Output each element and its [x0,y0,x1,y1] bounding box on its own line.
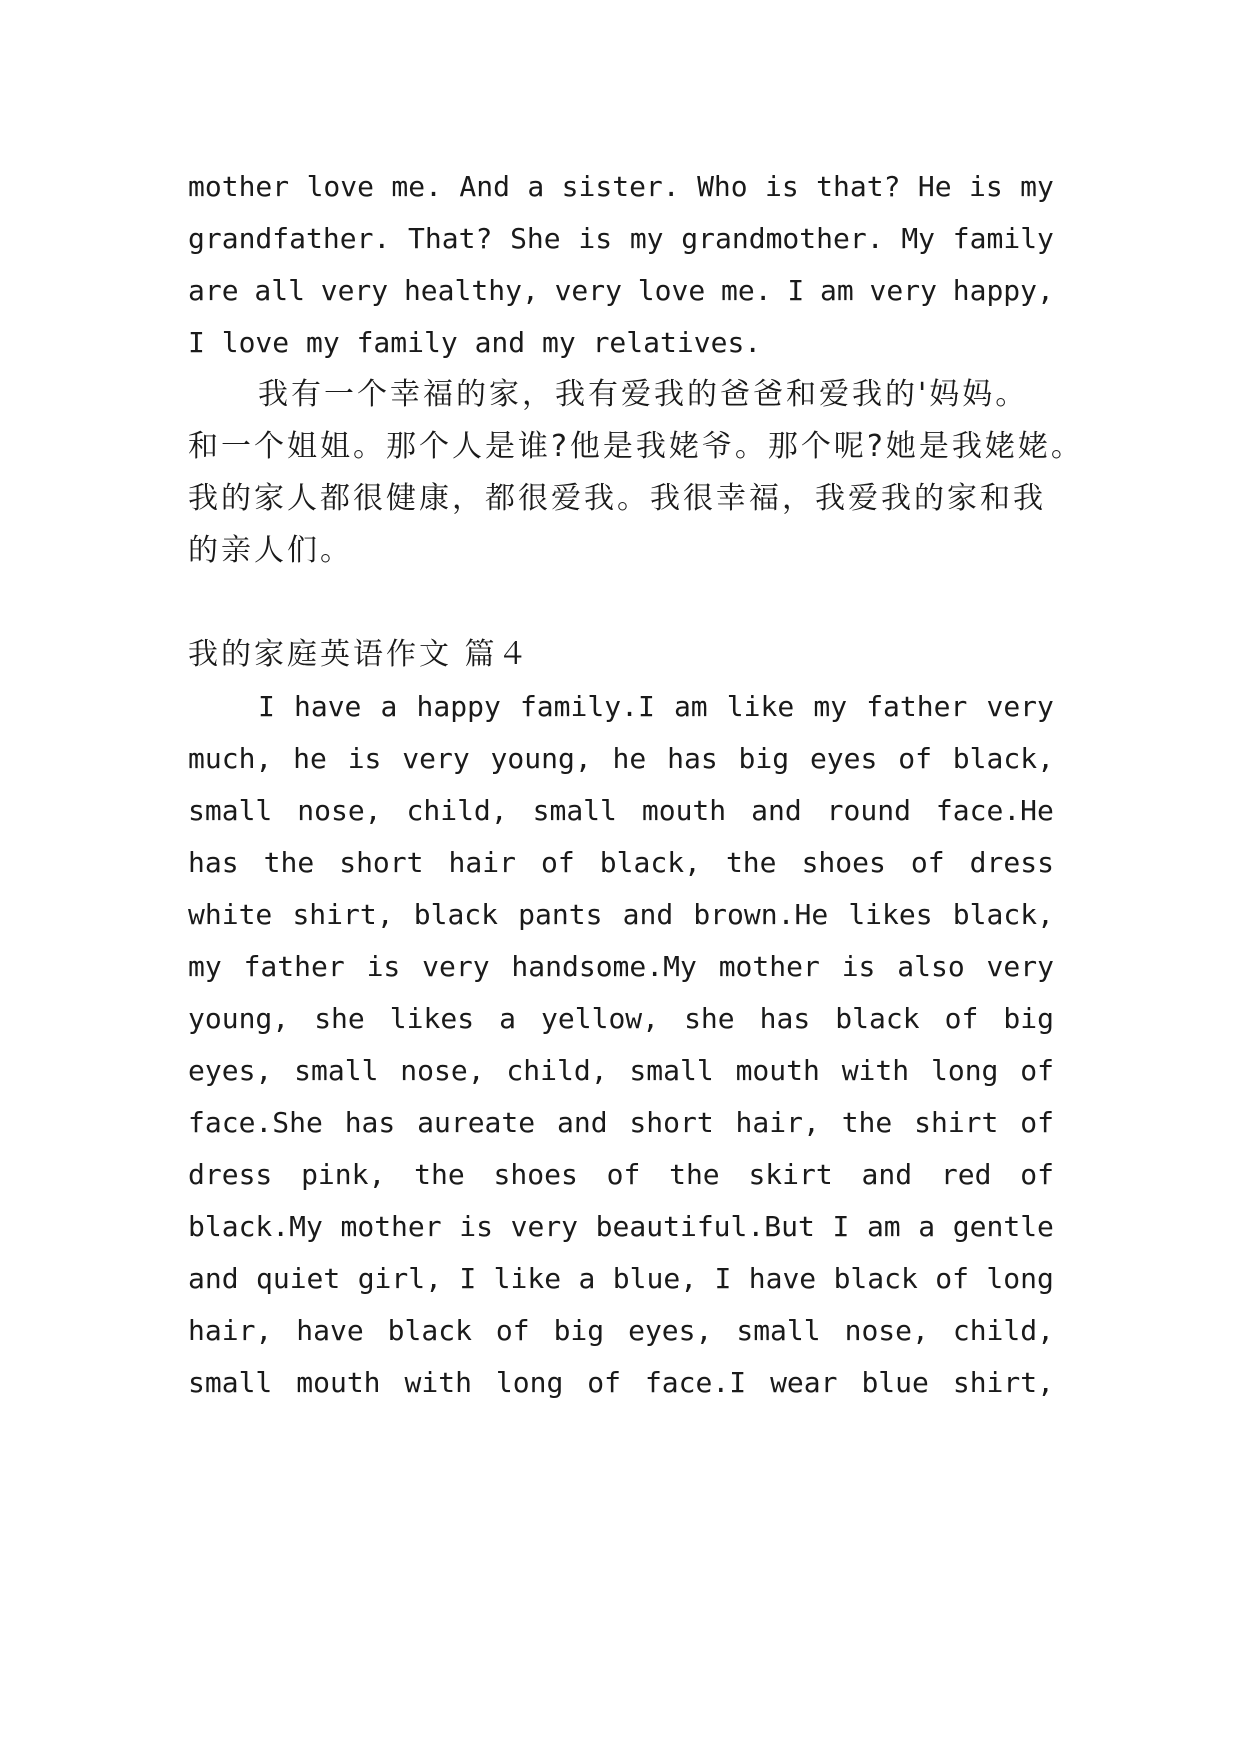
word: dress [969,846,1054,879]
paragraph-line [188,739,1054,779]
word: with [841,1054,910,1087]
word: hair, [188,1314,273,1347]
word: small [294,1054,379,1087]
word: nose, [297,794,382,827]
word: girl, [357,1262,442,1295]
word: very [986,690,1054,723]
word: of [1020,1054,1054,1087]
word: of [944,1002,979,1035]
word: black [387,1314,472,1347]
word: she [314,1002,365,1035]
paragraph-line [188,1207,1054,1247]
word: shoes [493,1158,578,1191]
word: very [422,950,490,983]
word: black [835,1002,920,1035]
word: very [510,1210,579,1243]
paragraph-line [188,219,1054,259]
word: happy [416,690,501,723]
word: young, [490,742,592,775]
word: blue, [612,1262,698,1295]
word: That? [408,222,493,255]
word: love [306,170,374,203]
word: mouth [735,1054,820,1087]
word: like [726,690,795,723]
word: And [459,170,510,203]
word: grandfather. [188,222,391,255]
word: small [629,1054,714,1087]
word: a [380,690,398,723]
word: small [188,794,273,827]
word: mouth [296,1366,381,1399]
paragraph-line [188,1259,1054,1299]
word: he [612,742,647,775]
word: has [188,846,239,879]
word: of [541,846,575,879]
word: My [901,222,936,255]
word: I [787,274,805,307]
word: and [556,1106,608,1139]
word: love [637,274,706,307]
word: black, [952,742,1054,775]
word: my [1020,170,1054,203]
paragraph-line [188,947,1054,987]
paragraph-line [188,687,1054,727]
word: big [1003,1002,1054,1035]
word: wear [770,1366,838,1399]
word: long [930,1054,999,1087]
word: skirt [748,1158,833,1191]
word: the [841,1106,893,1139]
word: the [263,846,315,879]
word: and [622,898,674,931]
word: eyes, [188,1054,273,1087]
word: am [866,1210,901,1243]
word: child, [506,1054,608,1087]
word: nose, [844,1314,929,1347]
word: of [495,1314,530,1347]
word: black, [599,846,701,879]
word: red [940,1158,992,1191]
word: He [917,170,952,203]
word: white [188,898,273,931]
word: I [459,1262,477,1295]
word: a [578,1262,596,1295]
word: blue [861,1366,929,1399]
word: She [510,222,561,255]
word: young, [188,1002,290,1035]
word: the [725,846,777,879]
paragraph-line [188,895,1054,935]
word: shirt [914,1106,999,1139]
word: of [606,1158,641,1191]
word: nose, [400,1054,485,1087]
word: father [866,690,968,723]
word: father [243,950,345,983]
paragraph-line: 我有一个幸福的家，我有爱我的爸爸和爱我的'妈妈。 [258,377,1029,412]
word: me. [391,170,442,203]
word: family.I [519,690,655,723]
paragraph-line [188,1051,1054,1091]
word: small [532,794,617,827]
word: Who [697,170,748,203]
word: eyes, [628,1314,713,1347]
word: mother [188,170,290,203]
word: big [553,1314,605,1347]
word: and [861,1158,913,1191]
word: likes [389,1002,475,1035]
word: black, [952,898,1054,931]
word: pants [518,898,603,931]
word: of [898,742,932,775]
word: round [826,794,911,827]
word: like [493,1262,562,1295]
word: hair [448,846,516,879]
word: gentle [952,1210,1054,1243]
word: eyes [809,742,878,775]
word: and [188,1262,239,1295]
paragraph-line [188,1155,1054,1195]
word: the [669,1158,720,1191]
word: short [629,1106,714,1139]
word: very [869,274,937,307]
paragraph-line: 我的家人都很健康，都很爱我。我很幸福，我爱我的家和我 [188,481,1046,516]
word: is [969,170,1003,203]
word: have [293,690,362,723]
paragraph-line [188,999,1054,1039]
word: very [402,742,470,775]
paragraph-line [188,271,1054,311]
word: shirt, [952,1366,1054,1399]
word: long [495,1366,564,1399]
paragraph-line [188,167,1054,207]
word: my [629,222,664,255]
word: healthy, [403,274,539,307]
word: pink, [301,1158,386,1191]
paragraph-line [188,1363,1054,1403]
word: quiet [255,1262,341,1295]
word: aureate [417,1106,536,1139]
word: have [748,1262,817,1295]
word: black [413,898,499,931]
word: much, [188,742,273,775]
word: my [188,950,222,983]
word: face.She [188,1106,323,1139]
word: of [1020,1106,1054,1139]
word: big [738,742,790,775]
word: grandmother. [681,222,884,255]
word: handsome.My [511,950,697,983]
paragraph-line [188,1103,1054,1143]
word: I [258,690,275,723]
word: beautiful.But [595,1210,815,1243]
word: very [986,950,1054,983]
word: brown.He [693,898,829,931]
word: face.He [935,794,1054,827]
word: black.My [188,1210,323,1243]
word: yellow, [541,1002,660,1035]
paragraph-line [188,843,1054,883]
word: face.I [644,1366,747,1399]
word: all [254,274,305,307]
paragraph-line [188,791,1054,831]
word: has [667,742,718,775]
word: is [366,950,401,983]
word: of [935,1262,969,1295]
word: shirt, [292,898,394,931]
word: is [578,222,613,255]
word: black [833,1262,918,1295]
word: family [952,222,1054,255]
word: mouth [641,794,727,827]
word: has [344,1106,396,1139]
word: likes [848,898,933,931]
paragraph-line [188,1311,1054,1351]
word: he [293,742,327,775]
word: have [296,1314,364,1347]
word: I [714,1262,732,1295]
word: that? [816,170,901,203]
word: are [188,274,239,307]
word: I [832,1210,850,1243]
word: is [765,170,799,203]
word: shoes [801,846,886,879]
word: child, [406,794,508,827]
word: small [188,1366,273,1399]
word: very [320,274,389,307]
paragraph-line: I love my family and my relatives. [188,326,762,359]
word: with [404,1366,472,1399]
word: of [587,1366,621,1399]
word: sister. [561,170,680,203]
word: she [684,1002,735,1035]
word: a [499,1002,516,1035]
word: has [759,1002,811,1035]
paragraph-line: 的亲人们。 [188,533,353,568]
word: is [347,742,382,775]
section-heading: 我的家庭英语作文 篇４ [188,637,531,672]
word: is [459,1210,493,1243]
word: hair, [735,1106,820,1139]
word: mother [340,1210,442,1243]
word: a [918,1210,936,1243]
word: small [736,1314,821,1347]
word: my [813,690,848,723]
word: am [820,274,854,307]
word: is [841,950,876,983]
word: mother [718,950,820,983]
word: me. [721,274,772,307]
word: happy, [952,274,1054,307]
word: the [414,1158,465,1191]
word: long [986,1262,1054,1295]
word: short [339,846,424,879]
word: am [673,690,708,723]
word: very [554,274,623,307]
word: a [527,170,545,203]
word: also [897,950,965,983]
word: of [1020,1158,1054,1191]
word: dress [188,1158,273,1191]
word: of [910,846,945,879]
paragraph-line: 和一个姐姐。那个人是谁?他是我姥爷。那个呢?她是我姥姥。 [188,429,1084,464]
word: and [751,794,802,827]
word: child, [952,1314,1054,1347]
